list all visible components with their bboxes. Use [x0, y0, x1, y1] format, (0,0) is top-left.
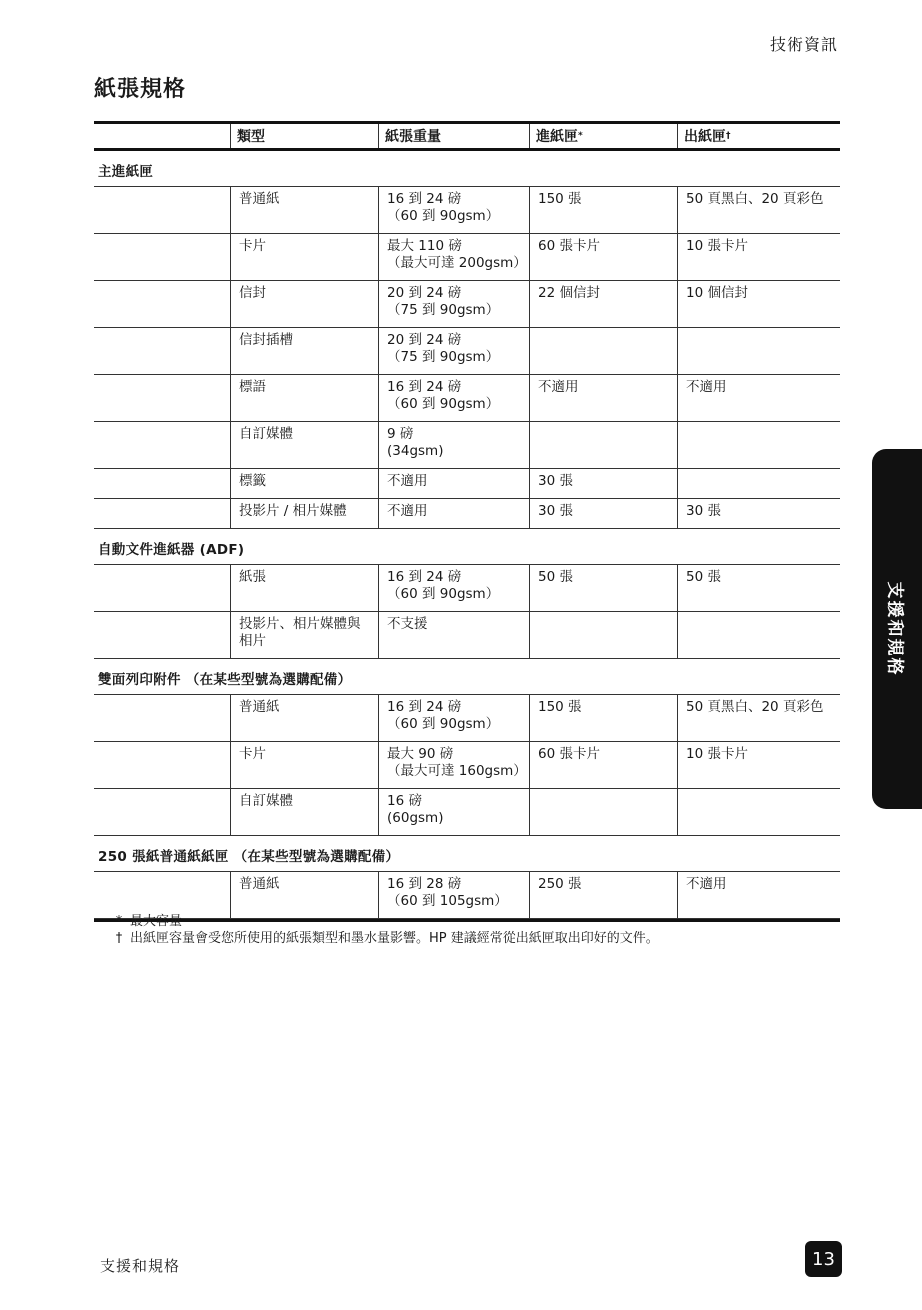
chapter-side-tab	[872, 449, 922, 809]
row-label-cell	[94, 328, 230, 374]
row-label-cell	[94, 499, 230, 528]
in-tray-cell: 60 張卡片	[529, 234, 677, 280]
in-tray-cell	[529, 328, 677, 374]
footnote	[115, 930, 659, 947]
out-tray-cell: 50 張	[677, 565, 840, 611]
out-tray-cell: 10 張卡片	[677, 742, 840, 788]
out-tray-cell: 10 個信封	[677, 281, 840, 327]
footnotes	[115, 913, 659, 947]
in-tray-cell: 30 張	[529, 469, 677, 498]
out-tray-cell: 不適用	[677, 872, 840, 918]
dagger-mark: †	[726, 131, 731, 141]
table-row	[94, 612, 840, 659]
row-label-cell	[94, 612, 230, 658]
out-tray-cell	[677, 612, 840, 658]
out-tray-cell: 30 張	[677, 499, 840, 528]
out-tray-cell	[677, 469, 840, 498]
type-cell: 普通紙	[230, 872, 378, 918]
row-label-cell	[94, 789, 230, 835]
table-row	[94, 375, 840, 422]
in-tray-cell: 30 張	[529, 499, 677, 528]
weight-cell: 16 到 24 磅 （60 到 90gsm）	[378, 187, 529, 233]
table-row	[94, 872, 840, 919]
type-cell: 信封	[230, 281, 378, 327]
page-title: 紙張規格	[94, 77, 187, 102]
row-label-cell	[94, 234, 230, 280]
type-cell: 投影片 / 相片媒體	[230, 499, 378, 528]
paper-spec-table	[94, 121, 840, 922]
section-title: 250 張紙普通紙紙匣 （在某些型號為選購配備）	[94, 836, 840, 872]
table-row	[94, 187, 840, 234]
weight-cell: 最大 110 磅 （最大可達 200gsm）	[378, 234, 529, 280]
out-tray-cell	[677, 422, 840, 468]
row-label-cell	[94, 375, 230, 421]
table-row	[94, 789, 840, 836]
running-header: 技術資訊	[769, 35, 838, 54]
header-cell-in-tray: 進紙匣 *	[529, 124, 677, 148]
in-tray-cell	[529, 422, 677, 468]
section-title: 雙面列印附件 （在某些型號為選購配備）	[94, 659, 840, 695]
in-tray-cell: 不適用	[529, 375, 677, 421]
weight-cell: 20 到 24 磅 （75 到 90gsm）	[378, 328, 529, 374]
side-tab-label: 支援和規格	[884, 581, 905, 677]
type-cell: 自訂媒體	[230, 422, 378, 468]
type-cell: 卡片	[230, 234, 378, 280]
in-tray-cell	[529, 789, 677, 835]
row-label-cell	[94, 187, 230, 233]
table-row	[94, 469, 840, 499]
type-cell: 自訂媒體	[230, 789, 378, 835]
weight-cell: 16 到 24 磅 （60 到 90gsm）	[378, 565, 529, 611]
type-cell: 普通紙	[230, 187, 378, 233]
in-tray-cell: 22 個信封	[529, 281, 677, 327]
footnote-symbol: †	[115, 931, 123, 946]
type-cell: 信封插槽	[230, 328, 378, 374]
footnote-text: 最大容量	[130, 914, 183, 929]
weight-cell: 16 磅 (60gsm)	[378, 789, 529, 835]
footnote-symbol: *	[115, 914, 123, 929]
page-number-badge: 13	[805, 1241, 842, 1277]
out-tray-cell: 50 頁黑白、20 頁彩色	[677, 695, 840, 741]
type-cell: 投影片、相片媒體與 相片	[230, 612, 378, 658]
row-label-cell	[94, 422, 230, 468]
footer-chapter-label: 支援和規格	[100, 1257, 181, 1275]
type-cell: 卡片	[230, 742, 378, 788]
table-row	[94, 328, 840, 375]
in-tray-cell	[529, 612, 677, 658]
asterisk-mark: *	[578, 131, 583, 141]
table-row	[94, 565, 840, 612]
header-cell-type: 類型	[230, 124, 378, 148]
in-tray-cell: 150 張	[529, 187, 677, 233]
table-row	[94, 695, 840, 742]
table-row	[94, 742, 840, 789]
table-row	[94, 234, 840, 281]
table-row	[94, 281, 840, 328]
row-label-cell	[94, 695, 230, 741]
header-cell-out-tray: 出紙匣 †	[677, 124, 840, 148]
weight-cell: 16 到 24 磅 （60 到 90gsm）	[378, 695, 529, 741]
row-label-cell	[94, 565, 230, 611]
footnote	[115, 913, 659, 930]
table-header-row	[94, 121, 840, 151]
type-cell: 標籤	[230, 469, 378, 498]
out-tray-cell	[677, 789, 840, 835]
out-tray-cell: 10 張卡片	[677, 234, 840, 280]
table-row	[94, 499, 840, 529]
header-cell-blank	[94, 124, 230, 148]
out-tray-cell	[677, 328, 840, 374]
in-tray-cell: 50 張	[529, 565, 677, 611]
in-tray-cell: 150 張	[529, 695, 677, 741]
header-cell-weight: 紙張重量	[378, 124, 529, 148]
weight-cell: 9 磅 (34gsm)	[378, 422, 529, 468]
out-tray-cell: 50 頁黑白、20 頁彩色	[677, 187, 840, 233]
row-label-cell	[94, 742, 230, 788]
table-row	[94, 422, 840, 469]
weight-cell: 不支援	[378, 612, 529, 658]
weight-cell: 20 到 24 磅 （75 到 90gsm）	[378, 281, 529, 327]
type-cell: 紙張	[230, 565, 378, 611]
in-tray-cell: 250 張	[529, 872, 677, 918]
type-cell: 標語	[230, 375, 378, 421]
type-cell: 普通紙	[230, 695, 378, 741]
in-tray-cell: 60 張卡片	[529, 742, 677, 788]
section-title: 自動文件進紙器 (ADF)	[94, 529, 840, 565]
weight-cell: 16 到 24 磅 （60 到 90gsm）	[378, 375, 529, 421]
footnote-text: 出紙匣容量會受您所使用的紙張類型和墨水量影響。HP 建議經常從出紙匣取出印好的文件。	[130, 931, 659, 946]
out-tray-cell: 不適用	[677, 375, 840, 421]
table-body	[94, 151, 840, 919]
weight-cell: 不適用	[378, 469, 529, 498]
row-label-cell	[94, 872, 230, 918]
weight-cell: 最大 90 磅 （最大可達 160gsm）	[378, 742, 529, 788]
section-title: 主進紙匣	[94, 151, 840, 187]
row-label-cell	[94, 469, 230, 498]
row-label-cell	[94, 281, 230, 327]
weight-cell: 16 到 28 磅 （60 到 105gsm）	[378, 872, 529, 918]
weight-cell: 不適用	[378, 499, 529, 528]
